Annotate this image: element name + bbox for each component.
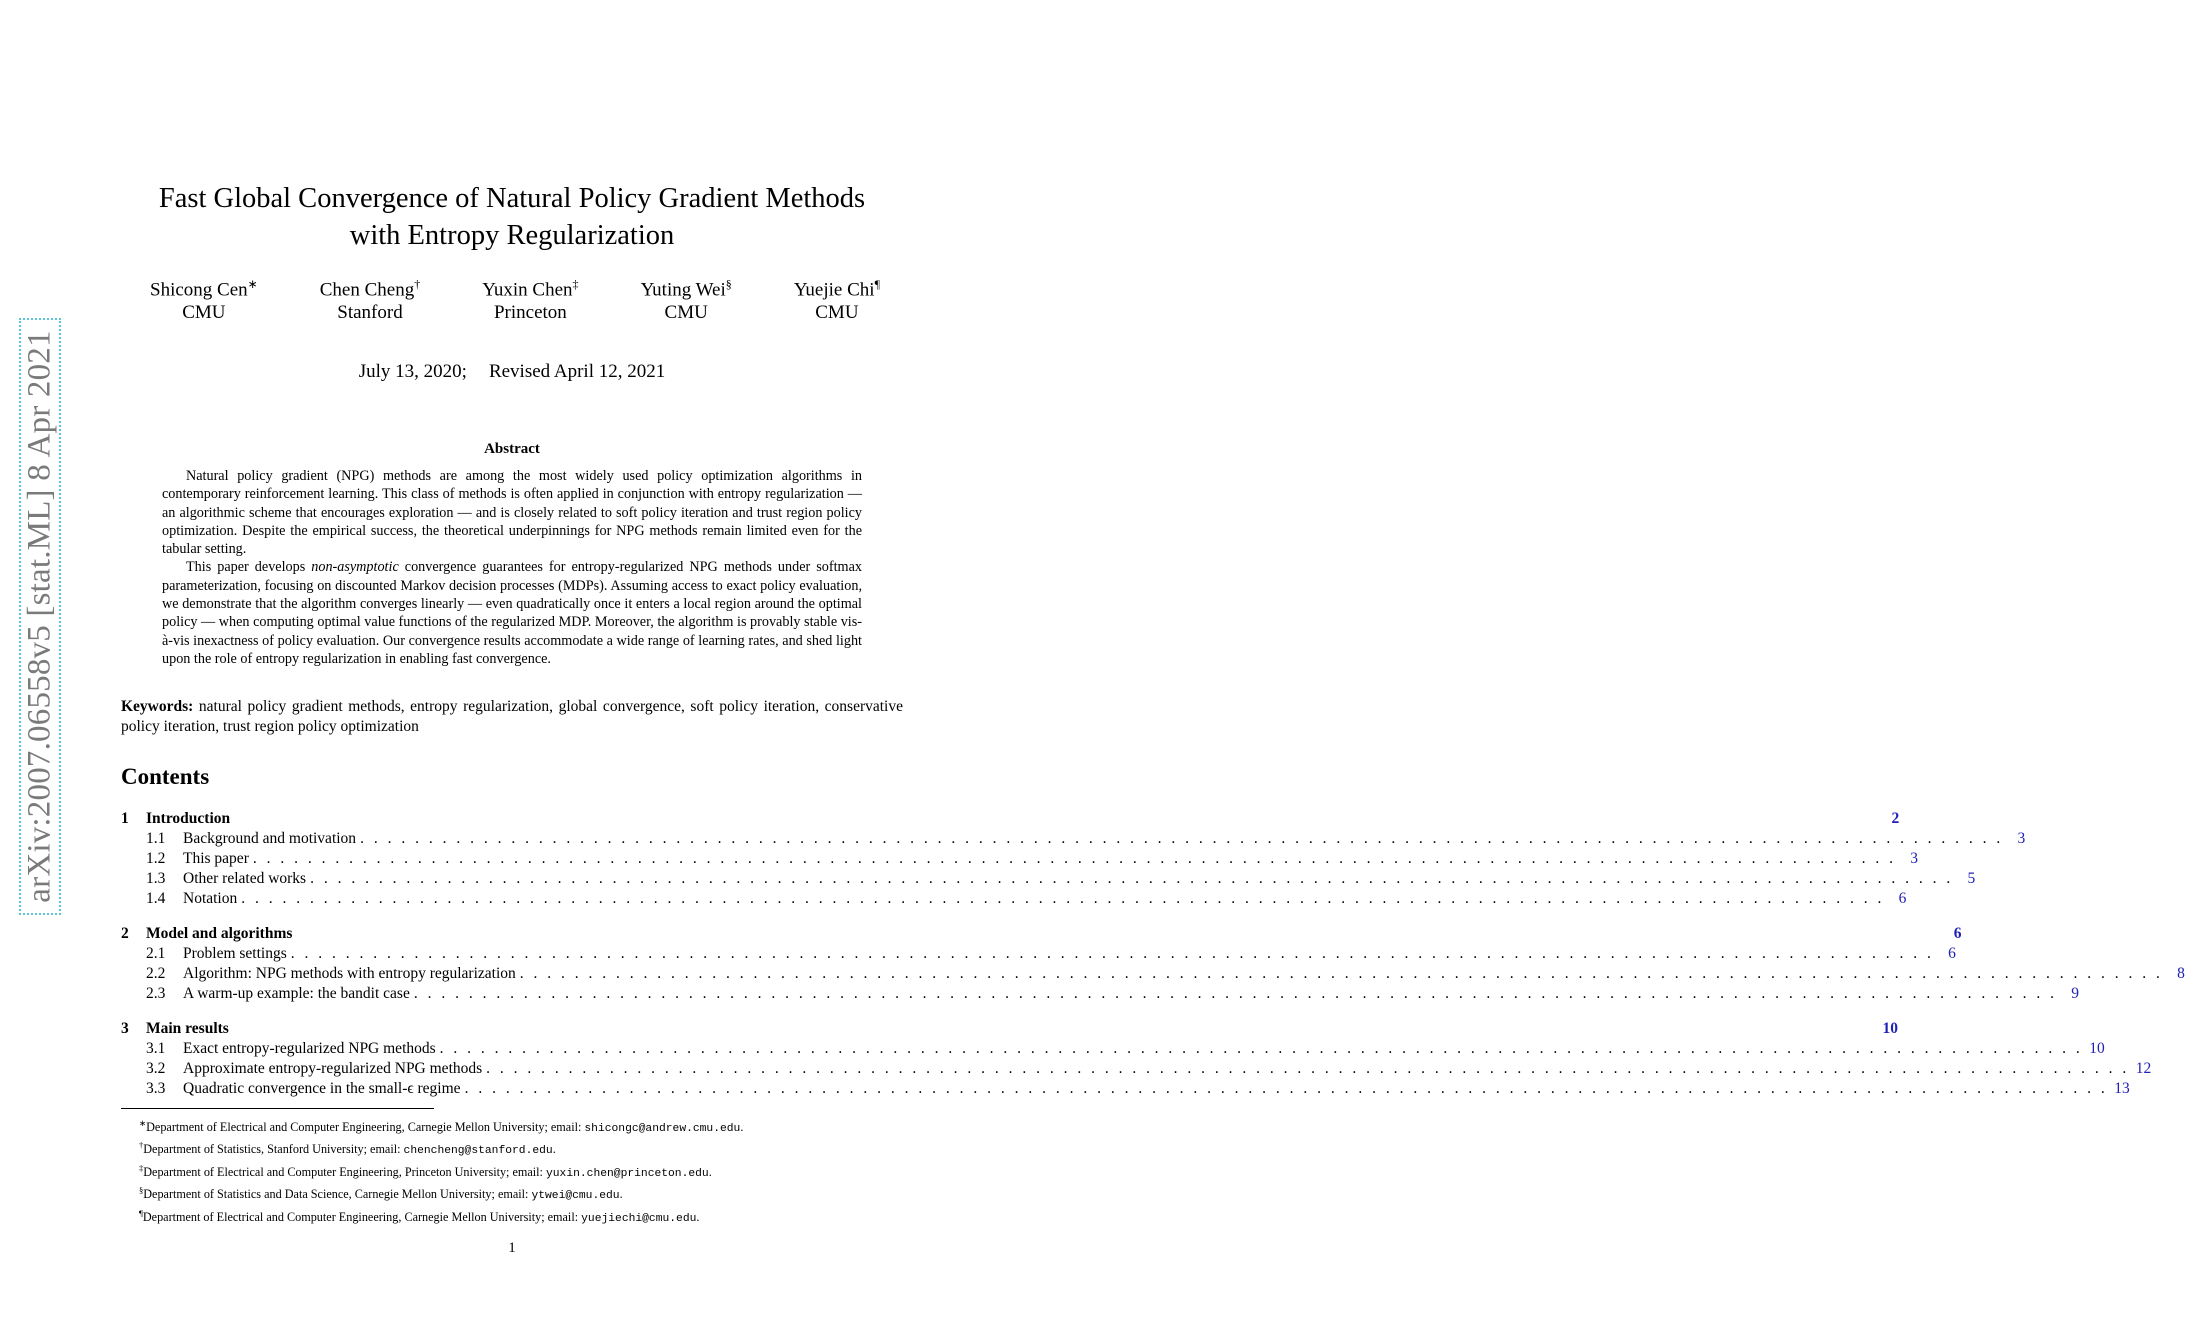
toc-number: 1.2 <box>146 850 166 867</box>
footnote-text: Department of Statistics and Data Science, Carnegie Mellon University; email: <box>143 1187 532 1202</box>
keywords-text: natural policy gradient methods, entropy regularization, global convergence, soft policy iteration, conservative policy iteration, trust region policy optimization <box>121 698 903 735</box>
footnote: †Department of Statistics, Stanford University; email: chencheng@stanford.edu. <box>139 1140 556 1158</box>
paper-dates <box>0 361 1024 383</box>
toc-number: 1.4 <box>146 890 166 907</box>
toc-page-link[interactable]: 9 <box>2071 985 2079 1002</box>
toc-entry[interactable] <box>121 869 1976 889</box>
toc-label: Notation <box>183 890 238 907</box>
toc-entry[interactable] <box>121 984 2079 1004</box>
toc-leader-dots: . . . . . . . . . . . . . . . . . . . . . . . . . . . . . . . . . . . . . . . . . . . . . . . . . . . . . . . . . . . . . . . . . . . . . . . . . . . . . . . . . . . . . . . . . . . . . . . . . . . . . . . . . . . . . . . . . . . . . . . . <box>486 1060 2130 1077</box>
footnote-text: Department of Electrical and Computer Engineering, Carnegie Mellon University; email: <box>142 1209 582 1224</box>
toc-number: 1.3 <box>146 870 166 887</box>
toc-label: Background and motivation <box>183 830 357 847</box>
author-4 <box>641 273 732 324</box>
toc-entry[interactable] <box>121 889 1907 909</box>
footnote: §Department of Statistics and Data Science, Carnegie Mellon University; email: ytwei@cmu.edu. <box>139 1185 623 1203</box>
footnote-mark: ¶ <box>139 1207 143 1218</box>
toc-page-link[interactable]: 3 <box>1910 850 1918 867</box>
toc-label: This paper <box>183 850 249 867</box>
toc-page-link[interactable]: 12 <box>2135 1060 2152 1077</box>
abstract-paragraph-2 <box>162 558 862 668</box>
footnote: ∗Department of Electrical and Computer Engineering, Carnegie Mellon University; email: shicongc@andrew.cmu.edu. <box>139 1118 744 1136</box>
toc-entry[interactable] <box>121 924 1962 944</box>
toc-number: 3 <box>121 1020 129 1037</box>
abstract-body <box>162 467 862 668</box>
author-name: Yuejie Chi <box>793 279 875 301</box>
author-footnote-mark: † <box>414 277 421 291</box>
toc-leader-dots: . . . . . . . . . . . . . . . . . . . . . . . . . . . . . . . . . . . . . . . . . . . . . . . . . . . . . . . . . . . . . . . . . . . . . . . . . . . . . . . . . . . . . . . . . . . . . . . . . . . . . . . . . . . . . . . . . . . . . . . . <box>360 830 2004 847</box>
toc-label: Model and algorithms <box>146 925 293 942</box>
toc-label: A warm-up example: the bandit case <box>183 985 410 1002</box>
author-affiliation: CMU <box>182 302 226 324</box>
toc-number: 3.1 <box>146 1040 166 1057</box>
toc-leader-dots: . . . . . . . . . . . . . . . . . . . . . . . . . . . . . . . . . . . . . . . . . . . . . . . . . . . . . . . . . . . . . . . . . . . . . . . . . . . . . . . . . . . . . . . . . . . . . . . . . . . . . . . . . . . . . . . . . . . . . . . . <box>413 985 2057 1002</box>
toc-entry[interactable] <box>121 849 1918 869</box>
author-affiliation: CMU <box>664 302 708 324</box>
footnote-email[interactable]: shicongc@andrew.cmu.edu <box>584 1123 741 1136</box>
keywords-label: Keywords: <box>121 698 194 715</box>
toc-page-link[interactable]: 10 <box>1882 1020 1898 1037</box>
footnote-email[interactable]: ytwei@cmu.edu <box>531 1190 620 1203</box>
author-name: Yuxin Chen <box>482 279 573 301</box>
author-3 <box>482 273 578 324</box>
toc-number: 1.1 <box>146 830 166 847</box>
author-list <box>150 273 880 324</box>
toc-label: Exact entropy-regularized NPG methods <box>183 1040 436 1057</box>
abstract-text: This paper develops <box>186 559 312 576</box>
toc-number: 3.2 <box>146 1060 166 1077</box>
toc-number: 2 <box>121 925 129 942</box>
toc-entry[interactable] <box>121 964 2185 984</box>
toc-entry[interactable] <box>121 1039 2105 1059</box>
footnote-text: Department of Electrical and Computer Engineering, Princeton University; email: <box>143 1165 546 1179</box>
footnote-text: Department of Electrical and Computer Engineering, Carnegie Mellon University; email: <box>146 1120 585 1135</box>
author-affiliation: Stanford <box>337 302 403 324</box>
toc-label: Introduction <box>146 810 231 827</box>
toc-label: Main results <box>146 1020 229 1037</box>
toc-page-link[interactable]: 10 <box>2089 1040 2105 1057</box>
footnote-rule <box>121 1108 434 1109</box>
keywords <box>121 697 903 737</box>
toc-page-link[interactable]: 3 <box>2017 830 2026 847</box>
arxiv-identifier: arXiv:2007.06558v5 [stat.ML] 8 Apr 2021 <box>21 330 58 903</box>
paper-title <box>110 180 914 254</box>
footnote-mark: § <box>139 1185 144 1196</box>
toc-entry[interactable] <box>121 1079 2130 1099</box>
toc-entry[interactable] <box>121 944 1956 964</box>
toc-leader-dots: . . . . . . . . . . . . . . . . . . . . . . . . . . . . . . . . . . . . . . . . . . . . . . . . . . . . . . . . . . . . . . . . . . . . . . . . . . . . . . . . . . . . . . . . . . . . . . . . . . . . . . . . . . . . . . . . . . . . . . . . <box>310 870 1954 887</box>
author-name: Chen Cheng <box>319 279 415 301</box>
footnotes <box>139 1115 899 1227</box>
toc-number: 2.1 <box>146 945 166 962</box>
author-footnote-mark: ¶ <box>874 277 880 291</box>
page-number: 1 <box>508 1240 516 1256</box>
toc-section-1 <box>121 809 2026 909</box>
toc-label: Other related works <box>183 870 307 887</box>
toc-number: 3.3 <box>146 1080 166 1097</box>
toc-page-link[interactable]: 8 <box>2177 965 2185 982</box>
toc-page-link[interactable]: 5 <box>1967 870 1976 887</box>
toc-section-2 <box>121 924 2185 1004</box>
footnote-mark: ‡ <box>139 1162 144 1173</box>
footnote-text: Department of Statistics, Stanford University; email: <box>143 1142 404 1157</box>
abstract-paragraph-1: Natural policy gradient (NPG) methods are among the most widely used policy optimization algorithms in contemporary reinforcement learning. This class of methods is often applied in conjunction with entropy regularization — an algorithmic scheme that encourages exploration — and is closely related to soft policy iteration and trust region policy optimization. Despite the empirical success, the theoretical underpinnings for NPG methods remain limited even for the tabular setting. <box>162 468 862 558</box>
toc-page-link[interactable]: 2 <box>1891 810 1900 827</box>
toc-entry[interactable] <box>121 829 2026 849</box>
contents-heading: Contents <box>121 764 210 789</box>
toc-leader-dots: . . . . . . . . . . . . . . . . . . . . . . . . . . . . . . . . . . . . . . . . . . . . . . . . . . . . . . . . . . . . . . . . . . . . . . . . . . . . . . . . . . . . . . . . . . . . . . . . . . . . . . . . . . . . . . . . . . . . . . . . <box>290 945 1934 962</box>
author-5 <box>794 273 880 324</box>
author-1 <box>150 273 258 324</box>
author-footnote-mark: § <box>725 277 732 291</box>
footnote: ‡Department of Electrical and Computer Engineering, Princeton University; email: yuxin.chen@princeton.edu. <box>139 1162 712 1180</box>
footnote-mark: † <box>139 1140 144 1151</box>
abstract-text: convergence guarantees for entropy-regularized NPG methods under softmax parameterization, focusing on discounted Markov decision processes (MDPs). Assuming access to exact policy evaluation, we demonstrate that the algorithm converges linearly — even quadratically once it enters a local region around the optimal policy — when computing optimal value functions of the regularized MDP. Moreover, the algorithm is provably stable vis-à-vis inexactness of policy evaluation. Our convergence results accommodate a wide range of learning rates, and shed light upon the role of entropy regularization in enabling fast convergence. <box>162 559 862 667</box>
footnote-email[interactable]: yuejiechi@cmu.edu <box>581 1212 697 1225</box>
abstract-emphasis: non-asymptotic <box>311 559 399 576</box>
title-line-2: with Entropy Regularization <box>349 220 675 251</box>
toc-page-link[interactable]: 6 <box>1948 945 1956 962</box>
footnote-email[interactable]: yuxin.chen@princeton.edu <box>546 1168 709 1180</box>
table-of-contents <box>121 809 2185 1114</box>
toc-entry[interactable] <box>121 809 1900 829</box>
toc-page-link[interactable]: 6 <box>1953 925 1962 942</box>
arxiv-stamp <box>19 318 61 915</box>
toc-entry[interactable] <box>121 1059 2152 1079</box>
author-2 <box>320 273 420 324</box>
toc-entry[interactable] <box>121 1019 1898 1039</box>
toc-leader-dots: . . . . . . . . . . . . . . . . . . . . . . . . . . . . . . . . . . . . . . . . . . . . . . . . . . . . . . . . . . . . . . . . . . . . . . . . . . . . . . . . . . . . . . . . . . . . . . . . . . . . . . . . . . . . . . . . . . . . . . . . <box>252 850 1896 867</box>
author-name: Shicong Cen <box>150 279 248 301</box>
original-date: July 13, 2020; <box>358 361 467 382</box>
author-footnote-mark: ‡ <box>572 277 579 291</box>
toc-number: 2.3 <box>146 985 166 1002</box>
toc-page-link[interactable]: 13 <box>2114 1080 2130 1097</box>
toc-leader-dots: . . . . . . . . . . . . . . . . . . . . . . . . . . . . . . . . . . . . . . . . . . . . . . . . . . . . . . . . . . . . . . . . . . . . . . . . . . . . . . . . . . . . . . . . . . . . . . . . . . . . . . . . . . . . . . . . . . . . . . . . <box>519 965 2163 982</box>
author-affiliation: Princeton <box>493 302 567 324</box>
abstract-heading: Abstract <box>484 441 540 457</box>
toc-page-link[interactable]: 6 <box>1898 890 1907 907</box>
toc-label: Problem settings <box>183 945 287 962</box>
author-footnote-mark: ∗ <box>247 277 258 291</box>
toc-leader-dots: . . . . . . . . . . . . . . . . . . . . . . . . . . . . . . . . . . . . . . . . . . . . . . . . . . . . . . . . . . . . . . . . . . . . . . . . . . . . . . . . . . . . . . . . . . . . . . . . . . . . . . . . . . . . . . . . . . . . . . . . <box>439 1040 2083 1057</box>
footnote-mark: ∗ <box>139 1118 147 1128</box>
toc-section-3 <box>121 1019 2152 1099</box>
toc-number: 1 <box>121 810 129 827</box>
toc-number: 2.2 <box>146 965 166 982</box>
title-line-1: Fast Global Convergence of Natural Policy Gradient Methods <box>158 183 866 214</box>
author-name: Yuting Wei <box>640 279 726 301</box>
toc-label: Quadratic convergence in the small-ϵ regime <box>183 1080 461 1097</box>
toc-label: Approximate entropy-regularized NPG methods <box>183 1060 483 1077</box>
toc-leader-dots: . . . . . . . . . . . . . . . . . . . . . . . . . . . . . . . . . . . . . . . . . . . . . . . . . . . . . . . . . . . . . . . . . . . . . . . . . . . . . . . . . . . . . . . . . . . . . . . . . . . . . . . . . . . . . . . . . . . . . . . . <box>464 1080 2108 1097</box>
revised-date: Revised April 12, 2021 <box>488 361 666 382</box>
toc-leader-dots: . . . . . . . . . . . . . . . . . . . . . . . . . . . . . . . . . . . . . . . . . . . . . . . . . . . . . . . . . . . . . . . . . . . . . . . . . . . . . . . . . . . . . . . . . . . . . . . . . . . . . . . . . . . . . . . . . . . . . . . . <box>241 890 1885 907</box>
author-affiliation: CMU <box>815 302 859 324</box>
footnote-email[interactable]: chencheng@stanford.edu <box>403 1145 553 1158</box>
toc-label: Algorithm: NPG methods with entropy regularization <box>183 965 516 982</box>
footnote: ¶Department of Electrical and Computer Engineering, Carnegie Mellon University; email: yuejiechi@cmu.edu. <box>139 1207 700 1225</box>
